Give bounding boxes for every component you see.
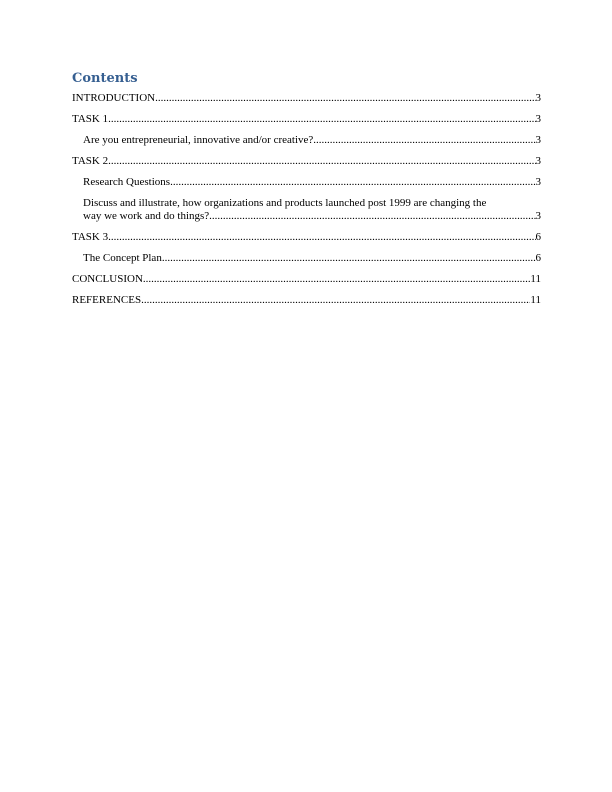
- toc-page-number: 3: [535, 92, 541, 104]
- toc-leader-dots: [162, 252, 536, 265]
- toc-entry-label-line1: Discuss and illustrate, how organizations and products launched post 1999 are changing the: [83, 197, 487, 209]
- toc-entry-conclusion[interactable]: [72, 273, 541, 286]
- toc-leader-dots: [155, 92, 535, 105]
- toc-entry-task-1[interactable]: [72, 113, 541, 126]
- toc-entry-label: Research Questions: [83, 176, 171, 188]
- toc-entry-introduction[interactable]: [72, 92, 541, 105]
- toc-entry-concept-plan[interactable]: [72, 252, 541, 265]
- toc-heading: Contents: [72, 71, 138, 86]
- toc-leader-dots: [209, 210, 535, 223]
- toc-leader-dots: [170, 176, 535, 189]
- document-page: [72, 70, 541, 315]
- toc-entry-task-3[interactable]: [72, 231, 541, 244]
- toc-entry-task-2[interactable]: [72, 155, 541, 168]
- toc-page-number: 6: [535, 231, 541, 243]
- toc-entry-research-questions[interactable]: [72, 176, 541, 189]
- toc-entry-label: INTRODUCTION: [72, 92, 156, 104]
- toc-entry-discuss-illustrate[interactable]: [72, 197, 541, 223]
- toc-leader-dots: [143, 273, 531, 286]
- toc-page-number: 3: [535, 176, 541, 188]
- toc-page-number: 3: [535, 155, 541, 167]
- toc-entry-label: REFERENCES: [72, 294, 142, 306]
- toc-entry-entrepreneurial[interactable]: [72, 134, 541, 147]
- toc-entry-label: CONCLUSION: [72, 273, 143, 285]
- toc-entry-label-line2: way we work and do things?: [83, 210, 210, 222]
- toc-page-number: 3: [535, 134, 541, 146]
- toc-entry-line2: [83, 210, 541, 223]
- toc-page-number: 3: [535, 210, 541, 222]
- toc-page-number: 11: [530, 294, 541, 306]
- toc-entry-label: TASK 3: [72, 231, 109, 243]
- toc-leader-dots: [108, 231, 535, 244]
- toc-page-number: 3: [535, 113, 541, 125]
- toc-leader-dots: [108, 113, 535, 126]
- toc-entry-label: Are you entrepreneurial, innovative and/or creative?: [83, 134, 314, 146]
- toc-entry-label: The Concept Plan: [83, 252, 162, 264]
- toc-leader-dots: [108, 155, 535, 168]
- toc-leader-dots: [313, 134, 535, 147]
- toc-page-number: 11: [530, 273, 541, 285]
- toc-page-number: 6: [535, 252, 541, 264]
- toc-entry-references[interactable]: [72, 294, 541, 307]
- toc-entry-label: TASK 1: [72, 113, 109, 125]
- toc-entry-label: TASK 2: [72, 155, 109, 167]
- toc-leader-dots: [141, 294, 530, 307]
